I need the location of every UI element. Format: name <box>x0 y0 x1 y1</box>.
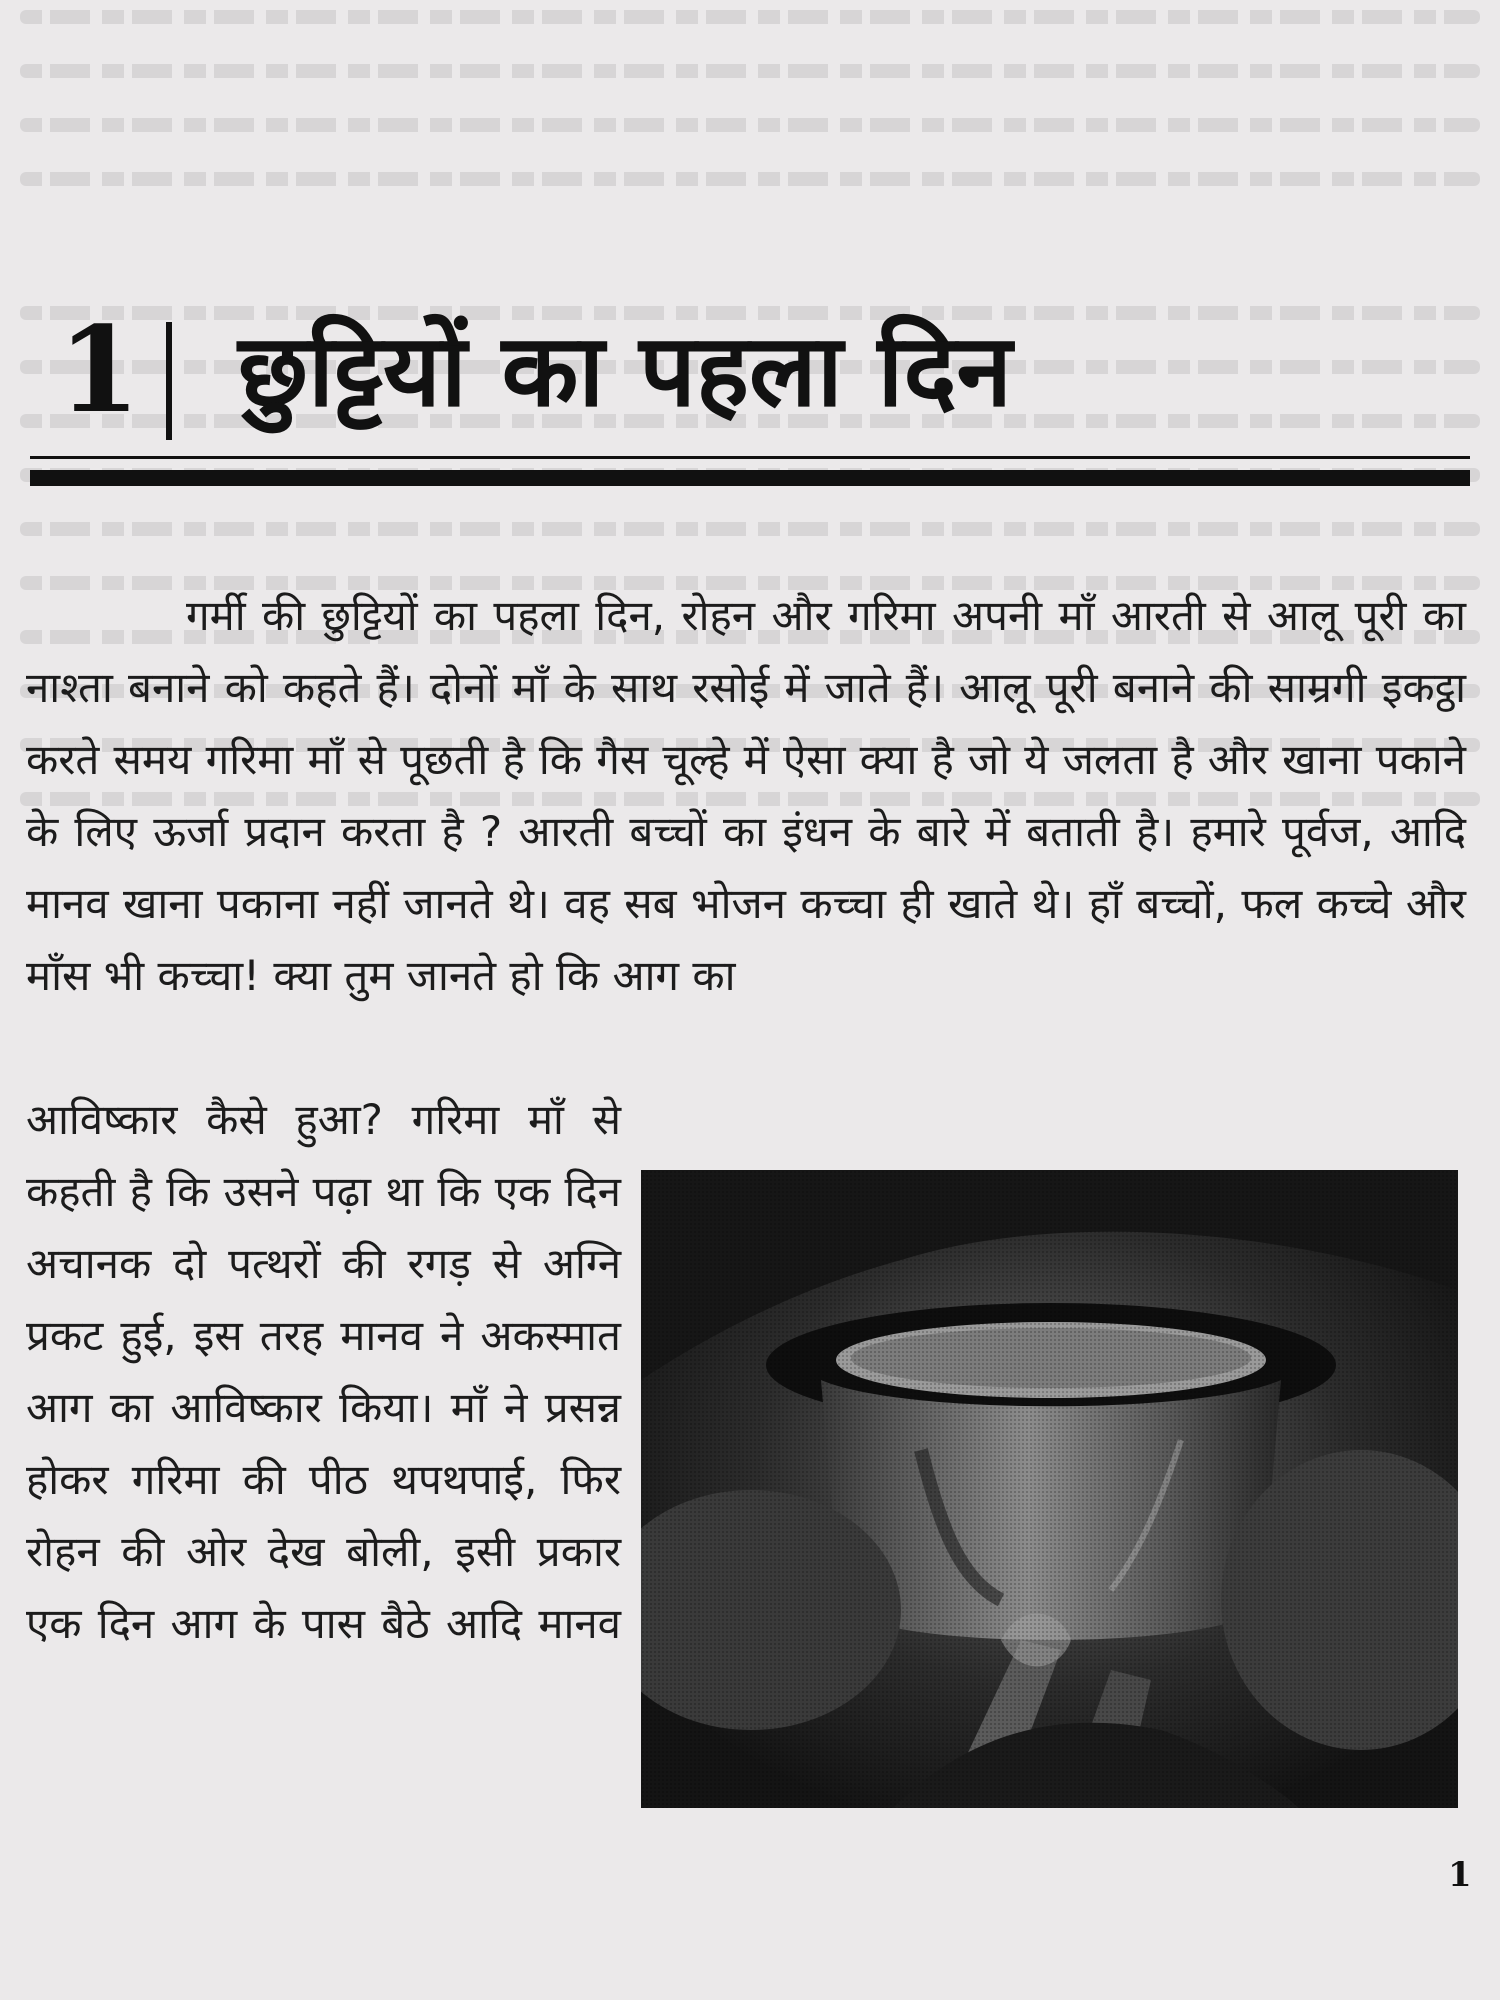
chapter-divider <box>166 322 172 440</box>
chapter-number: 1 <box>58 300 141 439</box>
body-text-block <box>26 580 1466 1012</box>
cooking-pot-photo <box>641 1170 1458 1808</box>
paragraph-wrapped-column: आविष्कार कैसे हुआ? गरिमा माँ से कहती है कि उसने पढ़ा था कि एक दिन अचानक दो पत्थरों की रगड़ से अग्नि प्रकट हुई, इस तरह मानव ने अकस्मात आग का आविष्कार किया। माँ ने प्रसन्न होकर गरिमा की पीठ थपथपाई, फिर रोहन की ओर देख बोली, इसी प्रकार एक दिन आग के पास बैठे आदि मानव <box>26 1095 621 1648</box>
heading-rule-thin <box>30 456 1470 459</box>
heading-rule-thick <box>30 470 1470 486</box>
chapter-heading <box>58 300 1458 440</box>
chapter-title: छुट्टियों का पहला दिन <box>238 312 1013 429</box>
paragraph-full-width: गर्मी की छुट्टियों का पहला दिन, रोहन और गरिमा अपनी माँ आरती से आलू पूरी का नाश्ता बनाने को कहते हैं। दोनों माँ के साथ रसोई में जाते हैं। आलू पूरी बनाने की साम्रगी इकट्ठा करते समय गरिमा माँ से पूछती है कि गैस चूल्हे में ऐसा क्या है जो ये जलता है और खाना पकाने के लिए ऊर्जा प्रदान करता है ? आरती बच्चों का इंधन के बारे में बताती है। हमारे पूर्वज, आदि मानव खाना पकाना नहीं जानते थे। वह सब भोजन कच्चा ही खाते थे। हाँ बच्चों, फल कच्चे और माँस भी कच्चा! क्या तुम जानते हो कि आग का <box>26 591 1466 1000</box>
page-number: 1 <box>1448 1855 1472 1895</box>
